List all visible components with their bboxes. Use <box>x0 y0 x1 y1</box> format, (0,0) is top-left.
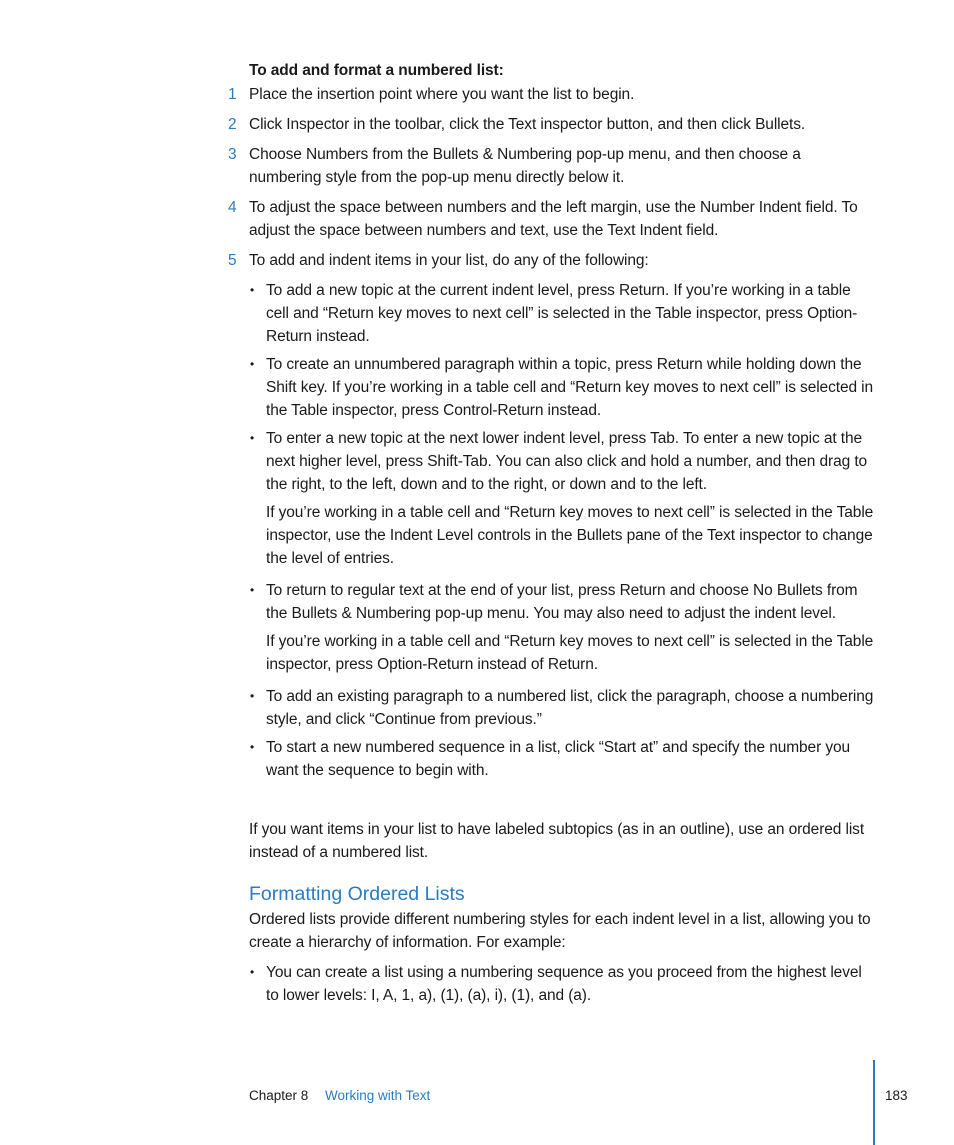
bullet-marker: • <box>250 965 255 979</box>
bullet-text: You can create a list using a numbering sequence as you proceed from the highest level to lower levels: I, A, 1, a), (1), (a), i), (1), and (a). <box>266 964 862 1004</box>
section-intro-paragraph: Ordered lists provide different numbering styles for each indent level in a list, allowing you to create a hierarchy of information. For example: <box>249 911 871 951</box>
bullet-item <box>249 736 874 782</box>
bullet-item <box>249 961 874 1007</box>
step-number: 4 <box>228 199 237 216</box>
bullet-text: To return to regular text at the end of your list, press Return and choose No Bullets from the Bullets & Numbering pop-up menu. You may also need to adjust the indent level. <box>266 582 858 622</box>
bullet-continuation: If you’re working in a table cell and “Return key moves to next cell” is selected in the Table inspector, press Option-Return instead of Return. <box>266 633 874 673</box>
bullet-text: To create an unnumbered paragraph within a topic, press Return while holding down the Shift key. If you’re working in a table cell and “Return key moves to next cell” is selected in the Table inspector, press Control-Return instead. <box>266 356 874 419</box>
bullet-item <box>249 279 874 348</box>
step-text: Click Inspector in the toolbar, click the Text inspector button, and then click Bullets. <box>249 116 806 133</box>
step-item <box>222 113 872 136</box>
bullet-text: To start a new numbered sequence in a list, click “Start at” and specify the number you want the sequence to begin with. <box>266 739 851 779</box>
footer-chapter-title[interactable]: Working with Text <box>325 1088 431 1103</box>
bullet-item <box>249 685 874 731</box>
bullet-item <box>249 427 874 570</box>
step-number: 5 <box>228 252 237 269</box>
bullet-list <box>249 279 874 787</box>
step-text: To add and indent items in your list, do any of the following: <box>249 252 649 269</box>
step-item <box>222 143 872 189</box>
section-bullet-list <box>249 961 874 1012</box>
step-item <box>222 196 872 242</box>
step-text: To adjust the space between numbers and the left margin, use the Number Indent field. To adjust the space between numbers and text, use the Text Indent field. <box>249 199 858 239</box>
step-text: Choose Numbers from the Bullets & Numbering pop-up menu, and then choose a numbering style from the pop-up menu directly below it. <box>249 146 801 186</box>
bullet-marker: • <box>250 740 255 754</box>
bullet-continuation: If you’re working in a table cell and “Return key moves to next cell” is selected in the Table inspector, use the Indent Level controls in the Bullets pane of the Text inspector to change the level of entries. <box>266 504 874 567</box>
bullet-text: To add a new topic at the current indent level, press Return. If you’re working in a table cell and “Return key moves to next cell” is selected in the Table inspector, press Option-Return instead. <box>266 282 858 345</box>
bullet-text: To enter a new topic at the next lower indent level, press Tab. To enter a new topic at the next higher level, press Shift-Tab. You can also click and hold a number, and then drag to the right, to the left, down and to the right, or down and to the left. <box>266 430 868 493</box>
page-number: 183 <box>885 1088 908 1103</box>
step-item <box>222 83 872 106</box>
bullet-marker: • <box>250 689 255 703</box>
step-number: 2 <box>228 116 237 133</box>
bullet-marker: • <box>250 583 255 597</box>
procedure-heading: To add and format a numbered list: <box>249 62 504 79</box>
step-item <box>222 249 872 272</box>
bullet-marker: • <box>250 283 255 297</box>
closing-paragraph: If you want items in your list to have labeled subtopics (as in an outline), use an ordered list instead of a numbered list. <box>249 821 865 861</box>
step-text: Place the insertion point where you want the list to begin. <box>249 86 635 103</box>
bullet-item <box>249 579 874 676</box>
bullet-marker: • <box>250 431 255 445</box>
section-heading: Formatting Ordered Lists <box>249 883 465 905</box>
footer-chapter-label: Chapter 8 <box>249 1088 309 1103</box>
bullet-text: To add an existing paragraph to a numbered list, click the paragraph, choose a numbering style, and click “Continue from previous.” <box>266 688 874 728</box>
footer-divider <box>873 1060 875 1145</box>
numbered-steps <box>222 83 872 279</box>
bullet-item <box>249 353 874 422</box>
step-number: 3 <box>228 146 237 163</box>
step-number: 1 <box>228 86 237 103</box>
bullet-marker: • <box>250 357 255 371</box>
